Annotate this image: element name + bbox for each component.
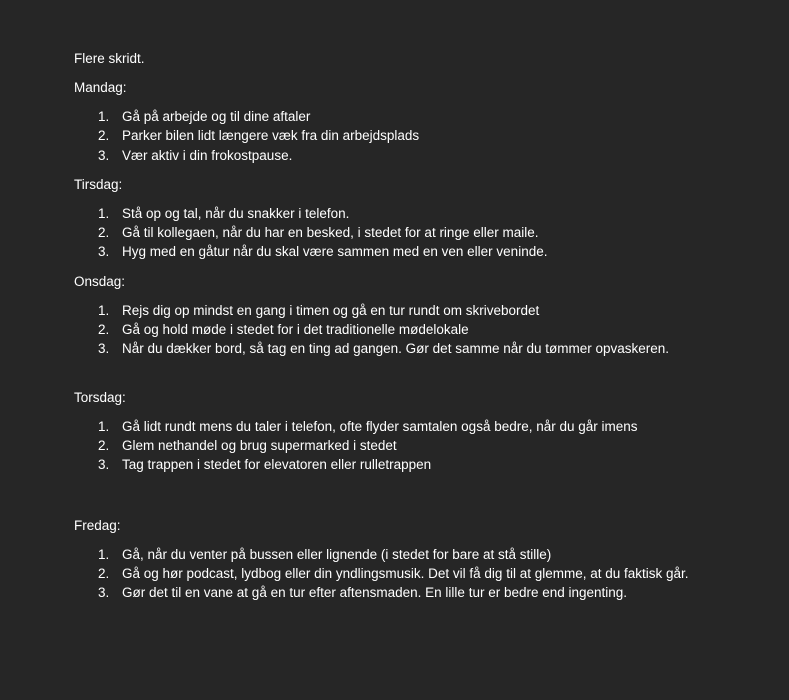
list-item <box>74 320 789 339</box>
list-item <box>74 339 789 358</box>
list-item-text: Glem nethandel og brug supermarked i stedet <box>122 437 397 453</box>
list-item <box>74 223 789 242</box>
list-item-text: Gå på arbejde og til dine aftaler <box>122 109 311 124</box>
list-number: 1. <box>98 205 110 221</box>
list-number: 1. <box>98 302 110 318</box>
day-heading-fredag: Fredag: <box>74 517 121 533</box>
list-item <box>74 545 789 564</box>
list-item <box>74 107 789 126</box>
list-number: 2. <box>98 128 110 144</box>
list-number: 1. <box>98 418 110 434</box>
list-number: 2. <box>98 322 110 338</box>
list-item-text: Når du dækker bord, så tag en ting ad gangen. Gør det samme når du tømmer opvaskeren. <box>122 341 670 357</box>
list-number: 3. <box>98 244 110 260</box>
list-item <box>74 242 789 261</box>
empty-paragraph <box>74 485 789 504</box>
list-number: 2. <box>98 437 110 453</box>
list-item-text: Hyg med en gåtur når du skal være sammen med en ven eller veninde. <box>122 244 548 260</box>
list-item-text: Tag trappen i stedet for elevatoren eller rulletrappen <box>122 457 432 473</box>
day-heading-tirsdag: Tirsdag: <box>74 176 123 192</box>
list-onsdag <box>74 301 789 359</box>
list-item <box>74 417 789 436</box>
list-number: 2. <box>98 225 110 241</box>
list-number: 3. <box>98 457 110 473</box>
day-heading-onsdag: Onsdag: <box>74 273 126 289</box>
empty-paragraph <box>74 504 789 516</box>
list-number: 3. <box>98 585 110 601</box>
list-item <box>74 455 789 474</box>
list-item-text: Vær aktiv i din frokostpause. <box>122 147 293 163</box>
list-tirsdag <box>74 204 789 262</box>
list-fredag <box>74 545 789 603</box>
list-number: 1. <box>98 546 110 562</box>
list-number: 2. <box>98 565 110 581</box>
list-item <box>74 204 789 223</box>
list-item-text: Rejs dig op mindst en gang i timen og gå en tur rundt om skrivebordet <box>122 302 540 318</box>
list-number: 3. <box>98 147 110 163</box>
list-item-text: Gå, når du venter på bussen eller lignende (i stedet for bare at stå stille) <box>122 546 552 562</box>
list-number: 1. <box>98 109 110 124</box>
list-item-text: Gå lidt rundt mens du taler i telefon, ofte flyder samtalen også bedre, når du går imens <box>122 418 638 434</box>
list-item-text: Stå op og tal, når du snakker i telefon. <box>122 205 350 221</box>
list-item-text: Gør det til en vane at gå en tur efter aftensmaden. En lille tur er bedre end ingenting. <box>122 585 628 601</box>
list-item <box>74 436 789 455</box>
list-item <box>74 301 789 320</box>
day-heading-torsdag: Torsdag: <box>74 389 126 405</box>
list-item <box>74 126 789 145</box>
intro-paragraph: Flere skridt. <box>74 51 145 66</box>
list-item-text: Gå og hold møde i stedet for i det traditionelle mødelokale <box>122 322 469 338</box>
list-number: 3. <box>98 341 110 357</box>
list-item-text: Parker bilen lidt længere væk fra din arbejdsplads <box>122 128 420 144</box>
list-item <box>74 583 789 602</box>
empty-paragraph <box>74 369 789 388</box>
list-item <box>74 564 789 583</box>
day-heading-mandag: Mandag: <box>74 80 127 95</box>
list-item-text: Gå og hør podcast, lydbog eller din yndlingsmusik. Det vil få dig til at glemme, at du faktisk går. <box>122 565 689 581</box>
list-mandag <box>74 107 789 165</box>
list-item <box>74 146 789 165</box>
list-item-text: Gå til kollegaen, når du har en besked, i stedet for at ringe eller maile. <box>122 225 539 241</box>
list-torsdag <box>74 417 789 475</box>
